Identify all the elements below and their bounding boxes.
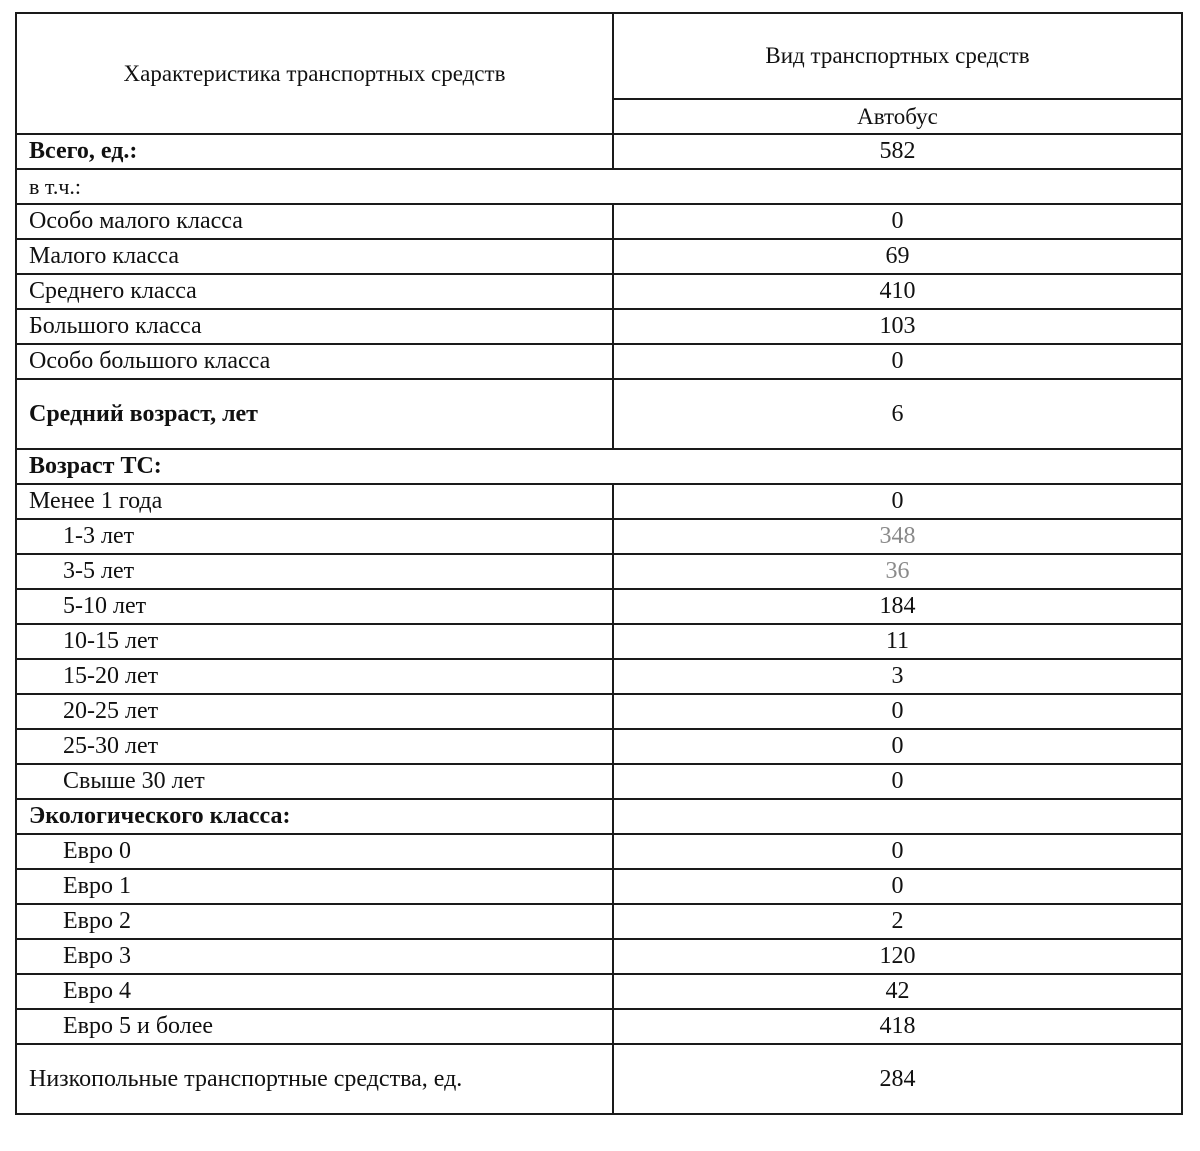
- table-row: [16, 274, 1182, 309]
- table-row: [16, 939, 1182, 974]
- row-value: 0: [613, 484, 1182, 519]
- row-value: 410: [613, 274, 1182, 309]
- row-value: 0: [613, 204, 1182, 239]
- header-characteristic: Характеристика транспортных средств: [16, 13, 613, 134]
- row-label: Менее 1 года: [16, 484, 613, 519]
- row-label: Евро 2: [16, 904, 613, 939]
- table-row-total: [16, 134, 1182, 169]
- table-row: [16, 974, 1182, 1009]
- table-row: [16, 694, 1182, 729]
- row-label: Низкопольные транспортные средства, ед.: [16, 1044, 613, 1114]
- row-value: 0: [613, 834, 1182, 869]
- row-value: 0: [613, 764, 1182, 799]
- table-row-age-section: [16, 449, 1182, 484]
- row-label: 15-20 лет: [16, 659, 613, 694]
- row-label: Большого класса: [16, 309, 613, 344]
- section-label: Экологического класса:: [16, 799, 613, 834]
- table-row: [16, 659, 1182, 694]
- row-value: 2: [613, 904, 1182, 939]
- row-value: 348: [613, 519, 1182, 554]
- row-label: 10-15 лет: [16, 624, 613, 659]
- row-label: 1-3 лет: [16, 519, 613, 554]
- table-row: [16, 309, 1182, 344]
- table-row: [16, 1009, 1182, 1044]
- row-value: 0: [613, 694, 1182, 729]
- row-value: 582: [613, 134, 1182, 169]
- row-label: Особо малого класса: [16, 204, 613, 239]
- empty-cell: [613, 799, 1182, 834]
- header-vehicle-type: Вид транспортных средств: [613, 13, 1182, 99]
- table-row-including: [16, 169, 1182, 204]
- row-value: 11: [613, 624, 1182, 659]
- table-row: [16, 239, 1182, 274]
- row-label: Особо большого класса: [16, 344, 613, 379]
- table-row: [16, 904, 1182, 939]
- row-label: Евро 5 и более: [16, 1009, 613, 1044]
- row-value: 36: [613, 554, 1182, 589]
- row-label: Малого класса: [16, 239, 613, 274]
- table-row-avg-age: [16, 379, 1182, 449]
- table-row: [16, 729, 1182, 764]
- row-value: 42: [613, 974, 1182, 1009]
- row-label: 25-30 лет: [16, 729, 613, 764]
- row-label: Всего, ед.:: [16, 134, 613, 169]
- row-label: Среднего класса: [16, 274, 613, 309]
- row-label: Евро 0: [16, 834, 613, 869]
- row-label: 20-25 лет: [16, 694, 613, 729]
- row-value: 120: [613, 939, 1182, 974]
- row-value: 0: [613, 869, 1182, 904]
- row-value: 3: [613, 659, 1182, 694]
- row-value: 0: [613, 729, 1182, 764]
- row-label: Евро 3: [16, 939, 613, 974]
- section-label: Возраст ТС:: [16, 449, 1182, 484]
- row-label: Средний возраст, лет: [16, 379, 613, 449]
- table-row: [16, 764, 1182, 799]
- row-label: 3-5 лет: [16, 554, 613, 589]
- row-label: Свыше 30 лет: [16, 764, 613, 799]
- table-row-low-floor: [16, 1044, 1182, 1114]
- section-label: в т.ч.:: [16, 169, 1182, 204]
- row-value: 69: [613, 239, 1182, 274]
- table-header-row: [16, 13, 1182, 99]
- row-value: 0: [613, 344, 1182, 379]
- row-value: 103: [613, 309, 1182, 344]
- table-row: [16, 484, 1182, 519]
- table-row: [16, 589, 1182, 624]
- table-row: [16, 869, 1182, 904]
- row-value: 6: [613, 379, 1182, 449]
- table-row: [16, 624, 1182, 659]
- table-row-eco-section: [16, 799, 1182, 834]
- table-row: [16, 554, 1182, 589]
- row-value: 184: [613, 589, 1182, 624]
- row-label: Евро 1: [16, 869, 613, 904]
- table-row: [16, 519, 1182, 554]
- row-label: 5-10 лет: [16, 589, 613, 624]
- fleet-table: [15, 12, 1183, 1115]
- row-label: Евро 4: [16, 974, 613, 1009]
- table-row: [16, 204, 1182, 239]
- table-row: [16, 834, 1182, 869]
- row-value: 418: [613, 1009, 1182, 1044]
- table-row: [16, 344, 1182, 379]
- row-value: 284: [613, 1044, 1182, 1114]
- header-bus: Автобус: [613, 99, 1182, 134]
